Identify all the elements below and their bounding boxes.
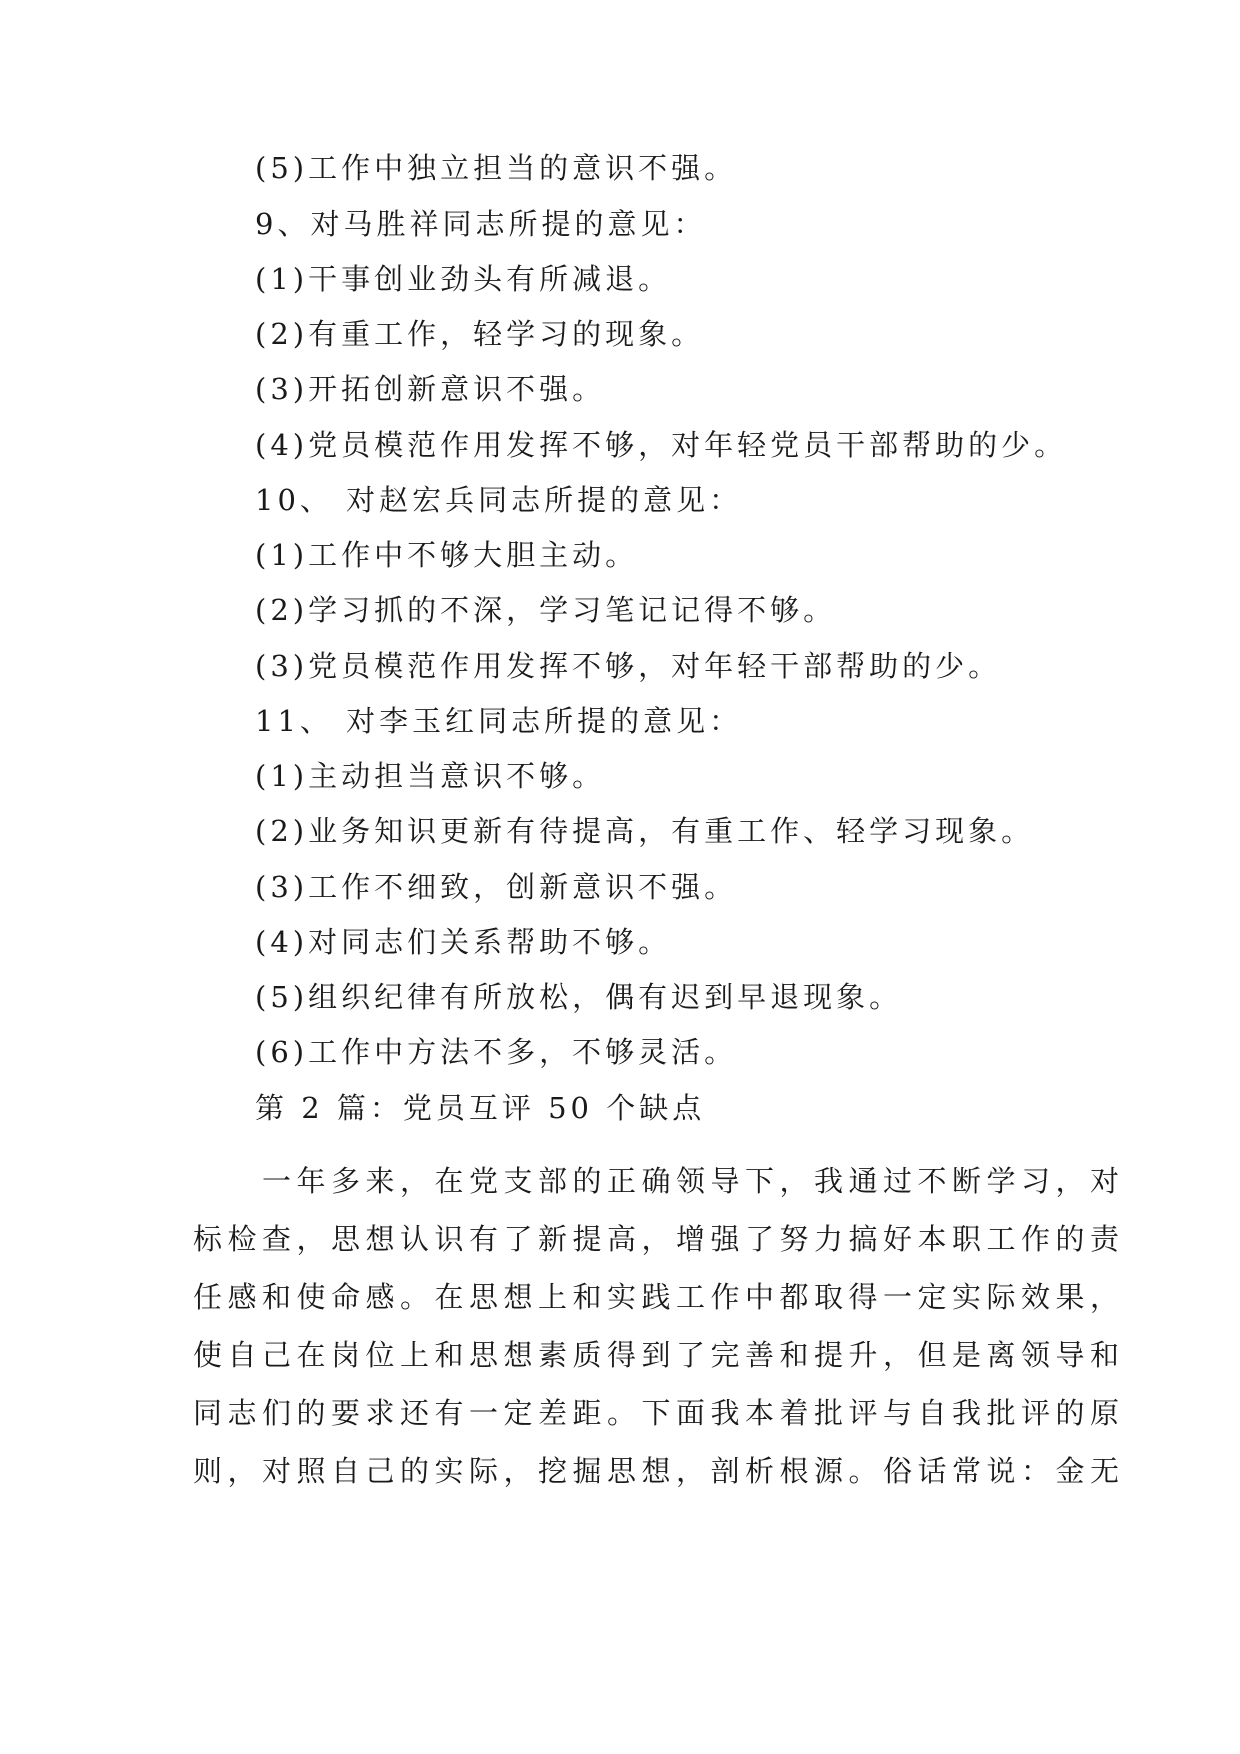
list-item: (2)业务知识更新有待提高，有重工作、轻学习现象。 [255, 814, 1035, 848]
list-item: (2)学习抓的不深，学习笔记记得不够。 [255, 593, 837, 627]
list-item: (4)党员模范作用发挥不够，对年轻党员干部帮助的少。 [255, 428, 1068, 462]
list-item: (5)工作中独立担当的意识不强。 [255, 151, 738, 185]
paragraph-line: 则，对照自己的实际，挖掘思想，剖析根源。俗话常说：金无 [193, 1454, 1125, 1488]
paragraph-line: 使自己在岗位上和思想素质得到了完善和提升，但是离领导和 [193, 1338, 1125, 1372]
paragraph-line: 一年多来，在党支部的正确领导下，我通过不断学习，对 [193, 1164, 1125, 1198]
list-item: (6)工作中方法不多，不够灵活。 [255, 1035, 738, 1069]
list-item: (1)工作中不够大胆主动。 [255, 538, 639, 572]
paragraph-line: 标检查，思想认识有了新提高，增强了努力搞好本职工作的责 [193, 1222, 1125, 1256]
list-item: (3)工作不细致，创新意识不强。 [255, 870, 738, 904]
list-item: (4)对同志们关系帮助不够。 [255, 925, 672, 959]
list-item: (1)干事创业劲头有所减退。 [255, 262, 672, 296]
article-title: 第 2 篇：党员互评 50 个缺点 [255, 1091, 706, 1125]
list-item: (3)党员模范作用发挥不够，对年轻干部帮助的少。 [255, 649, 1002, 683]
section-heading: 9、对马胜祥同志所提的意见： [255, 207, 707, 241]
list-item: (3)开拓创新意识不强。 [255, 372, 606, 406]
list-item: (5)组织纪律有所放松，偶有迟到早退现象。 [255, 980, 903, 1014]
paragraph-line: 任感和使命感。在思想上和实践工作中都取得一定实际效果， [193, 1280, 1125, 1314]
section-heading: 10、 对赵宏兵同志所提的意见： [255, 483, 743, 517]
paragraph-line: 同志们的要求还有一定差距。下面我本着批评与自我批评的原 [193, 1396, 1125, 1430]
body-paragraph [193, 1152, 1125, 1500]
list-item: (1)主动担当意识不够。 [255, 759, 606, 793]
list-item: (2)有重工作，轻学习的现象。 [255, 317, 705, 351]
section-heading: 11、 对李玉红同志所提的意见： [255, 704, 743, 738]
